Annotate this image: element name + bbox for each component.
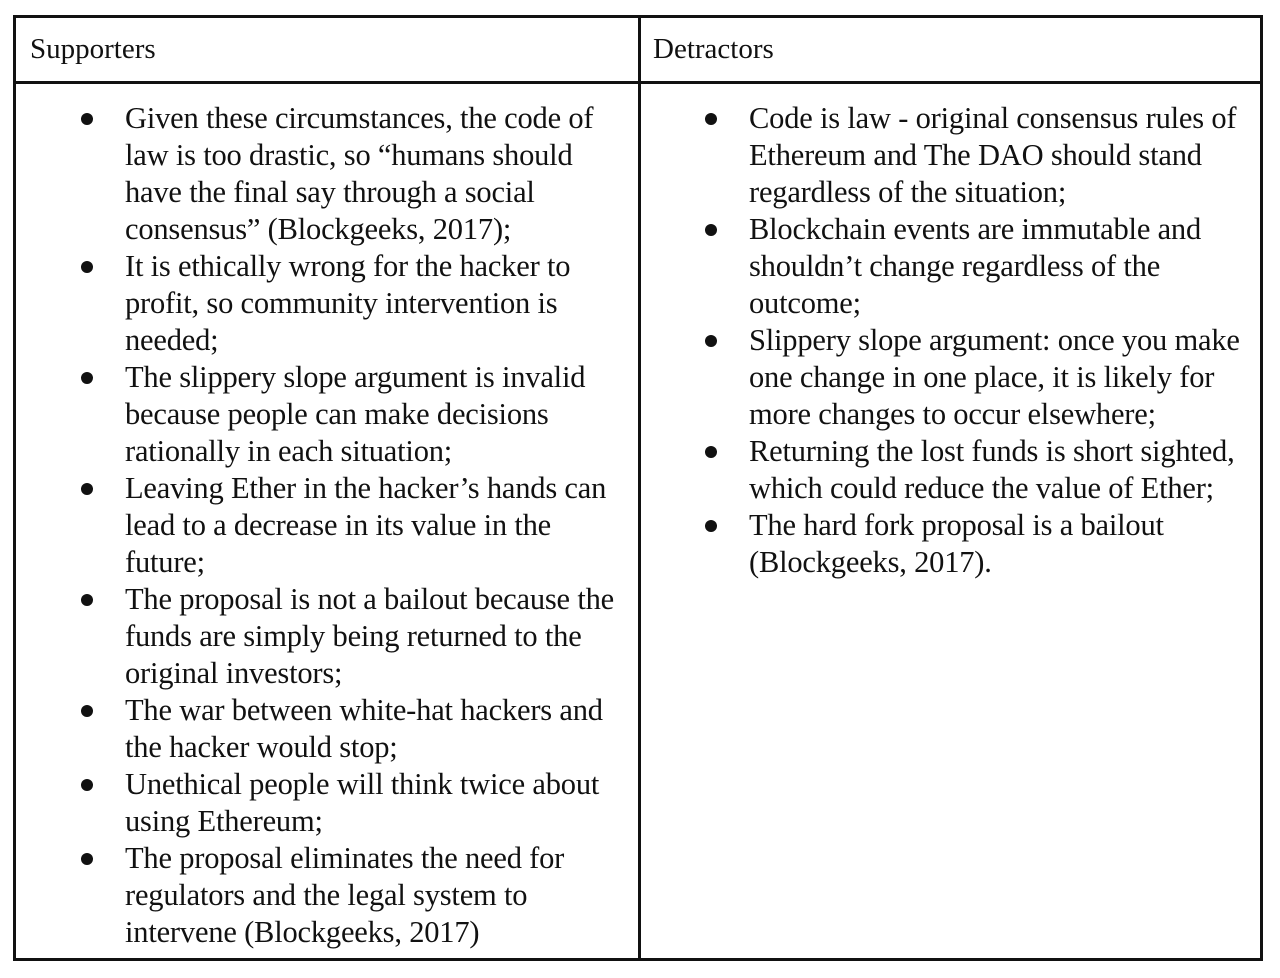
bullet-icon <box>81 483 93 495</box>
bullet-icon <box>81 113 93 125</box>
comparison-table <box>13 15 1263 961</box>
list-item-text: The proposal eliminates the need for regulators and the legal system to intervene (Blockgeeks, 2017) <box>125 841 565 949</box>
list-item <box>701 100 1256 211</box>
list-item <box>77 359 632 470</box>
list-item-text: The slippery slope argument is invalid because people can make decisions rationally in each situation; <box>125 360 586 468</box>
bullet-icon <box>81 372 93 384</box>
bullet-icon <box>705 113 717 125</box>
list-item-text: Code is law - original consensus rules of Ethereum and The DAO should stand regardless of the situation; <box>749 101 1237 209</box>
detractors-cell <box>701 100 1256 581</box>
bullet-icon <box>705 335 717 347</box>
list-item-text: Leaving Ether in the hacker’s hands can lead to a decrease in its value in the future; <box>125 471 607 579</box>
column-divider <box>638 18 641 958</box>
list-item-text: Unethical people will think twice about using Ethereum; <box>125 767 600 838</box>
supporters-list <box>77 100 632 951</box>
bullet-icon <box>81 779 93 791</box>
list-item <box>77 470 632 581</box>
list-item <box>77 766 632 840</box>
supporters-cell <box>77 100 632 951</box>
bullet-icon <box>81 594 93 606</box>
list-item <box>77 692 632 766</box>
list-item <box>701 433 1256 507</box>
list-item-text: Returning the lost funds is short sighted, which could reduce the value of Ether; <box>749 434 1235 505</box>
header-divider <box>16 81 1260 84</box>
bullet-icon <box>705 446 717 458</box>
list-item-text: Given these circumstances, the code of law is too drastic, so “humans should have the final say through a social consensus” (Blockgeeks, 2017); <box>125 101 594 246</box>
list-item-text: The war between white-hat hackers and the hacker would stop; <box>125 693 603 764</box>
bullet-icon <box>81 853 93 865</box>
bullet-icon <box>705 224 717 236</box>
list-item <box>701 507 1256 581</box>
header-supporters: Supporters <box>30 33 156 65</box>
bullet-icon <box>81 705 93 717</box>
bullet-icon <box>705 520 717 532</box>
list-item <box>77 581 632 692</box>
list-item-text: It is ethically wrong for the hacker to profit, so community intervention is needed; <box>125 249 571 357</box>
list-item <box>77 248 632 359</box>
header-detractors: Detractors <box>653 33 774 65</box>
list-item <box>701 211 1256 322</box>
list-item <box>77 100 632 248</box>
list-item-text: Blockchain events are immutable and shouldn’t change regardless of the outcome; <box>749 212 1202 320</box>
detractors-list <box>701 100 1256 581</box>
list-item-text: The hard fork proposal is a bailout (Blockgeeks, 2017). <box>749 508 1164 579</box>
list-item-text: The proposal is not a bailout because the funds are simply being returned to the original investors; <box>125 582 614 690</box>
bullet-icon <box>81 261 93 273</box>
list-item <box>77 840 632 951</box>
list-item <box>701 322 1256 433</box>
list-item-text: Slippery slope argument: once you make one change in one place, it is likely for more changes to occur elsewhere; <box>749 323 1240 431</box>
